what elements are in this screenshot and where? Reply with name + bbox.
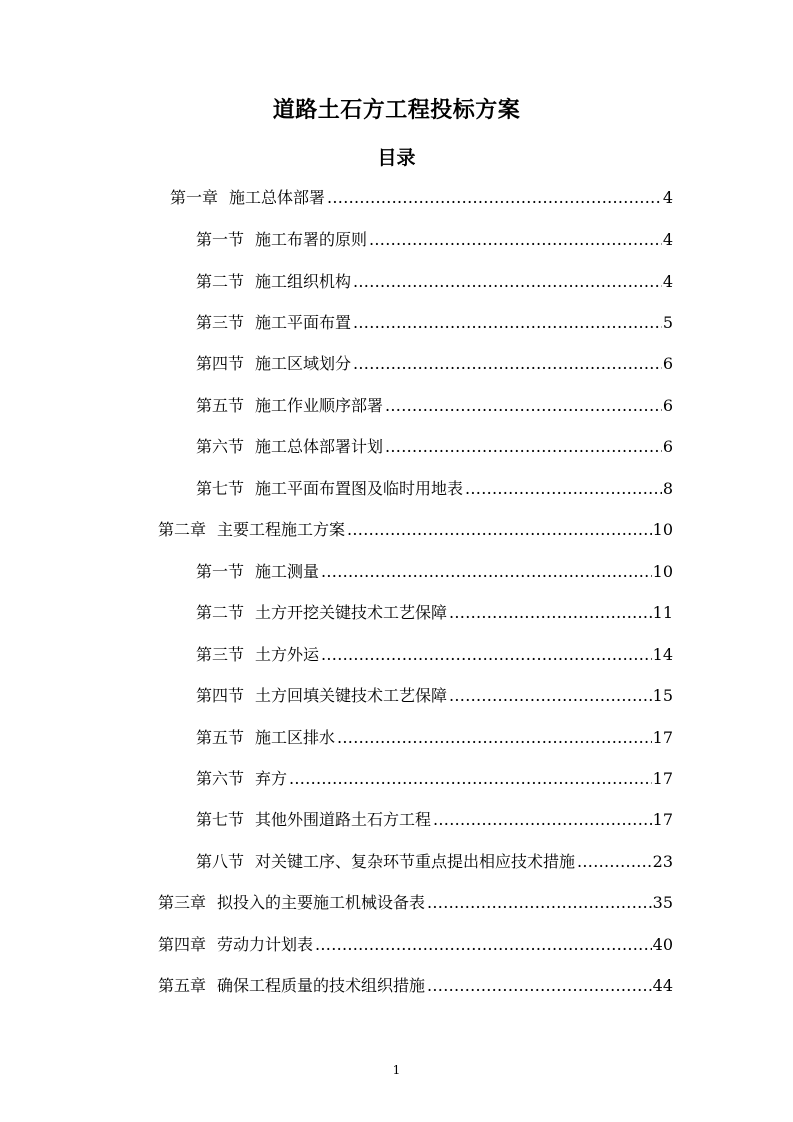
- toc-entry-section[interactable]: [196, 759, 673, 799]
- toc-entry-title: 弃方: [255, 769, 288, 788]
- toc-entry-page: 15: [652, 686, 673, 705]
- dot-leader: [353, 262, 662, 302]
- toc-entry-number: 第四节: [196, 686, 245, 705]
- toc-entry-title: 土方回填关键技术工艺保障: [255, 686, 448, 705]
- toc-entry-title: 确保工程质量的技术组织措施: [217, 976, 426, 995]
- toc-entry-page: 10: [652, 520, 673, 539]
- dot-leader: [427, 966, 652, 1006]
- toc-entry-number: 第七节: [196, 810, 245, 829]
- dot-leader: [465, 469, 662, 509]
- toc-entry-chapter-5[interactable]: [158, 966, 673, 1006]
- toc-entry-section[interactable]: [196, 800, 673, 840]
- toc-entry-title: 施工平面布置图及临时用地表: [255, 479, 464, 498]
- toc-entry-number: 第七节: [196, 479, 245, 498]
- toc-entry-page: 6: [662, 396, 673, 415]
- toc-entry-page: 4: [662, 230, 673, 249]
- toc-entry-section[interactable]: [196, 220, 673, 260]
- toc-entry-title: 施工平面布置: [255, 313, 352, 332]
- toc-entry-number: 第二节: [196, 603, 245, 622]
- toc-entry-number: 第五节: [196, 728, 245, 747]
- toc-entry-number: 第三节: [196, 313, 245, 332]
- toc-entry-section[interactable]: [196, 842, 673, 882]
- dot-leader: [449, 676, 652, 716]
- toc-entry-number: 第一节: [196, 230, 245, 249]
- page-number: 1: [392, 1063, 401, 1077]
- toc-entry-section[interactable]: [196, 344, 673, 384]
- toc-entry-number: 第二节: [196, 272, 245, 291]
- dot-leader: [315, 925, 652, 965]
- toc-entry-title: 对关键工序、复杂环节重点提出相应技术措施: [255, 852, 576, 871]
- toc-entry-number: 第四章: [158, 935, 207, 954]
- toc-entry-title: 拟投入的主要施工机械设备表: [217, 893, 426, 912]
- toc-heading: 目录: [377, 147, 416, 169]
- toc-entry-number: 第三章: [158, 893, 207, 912]
- toc-entry-title: 施工总体部署: [229, 188, 326, 207]
- toc-entry-chapter-4[interactable]: [158, 925, 673, 965]
- toc-entry-title: 施工作业顺序部署: [255, 396, 384, 415]
- dot-leader: [289, 759, 652, 799]
- toc-entry-number: 第八节: [196, 852, 245, 871]
- toc-entry-title: 其他外围道路土石方工程: [255, 810, 432, 829]
- dot-leader: [327, 178, 662, 218]
- toc-entry-section[interactable]: [196, 262, 673, 302]
- toc-entry-page: 11: [652, 603, 673, 622]
- toc-entry-page: 17: [652, 769, 673, 788]
- dot-leader: [353, 344, 662, 384]
- dot-leader: [321, 552, 652, 592]
- dot-leader: [353, 303, 662, 343]
- dot-leader: [433, 800, 652, 840]
- toc-entry-section[interactable]: [196, 469, 673, 509]
- toc-entry-section[interactable]: [196, 552, 673, 592]
- toc-entry-page: 35: [652, 893, 673, 912]
- toc-entry-page: 10: [652, 562, 673, 581]
- toc-entry-title: 土方外运: [255, 645, 320, 664]
- toc-entry-title: 土方开挖关键技术工艺保障: [255, 603, 448, 622]
- toc-entry-number: 第一章: [170, 188, 219, 207]
- toc-entry-page: 17: [652, 810, 673, 829]
- toc-entry-title: 施工测量: [255, 562, 320, 581]
- toc-entry-section[interactable]: [196, 676, 673, 716]
- toc-entry-chapter-2[interactable]: [158, 510, 673, 550]
- toc-entry-page: 6: [662, 437, 673, 456]
- toc-entry-title: 施工总体部署计划: [255, 437, 384, 456]
- toc-entry-page: 6: [662, 354, 673, 373]
- toc-entry-number: 第五节: [196, 396, 245, 415]
- toc-entry-page: 17: [652, 728, 673, 747]
- toc-entry-page: 23: [652, 852, 673, 871]
- dot-leader: [385, 386, 662, 426]
- toc-entry-section[interactable]: [196, 303, 673, 343]
- toc-entry-title: 施工区排水: [255, 728, 336, 747]
- dot-leader: [321, 635, 652, 675]
- toc-entry-section[interactable]: [196, 635, 673, 675]
- toc-entry-page: 4: [662, 188, 673, 207]
- toc-entry-title: 主要工程施工方案: [217, 520, 346, 539]
- dot-leader: [449, 593, 652, 633]
- toc-entry-page: 4: [662, 272, 673, 291]
- document-title: 道路土石方工程投标方案: [272, 98, 521, 123]
- dot-leader: [427, 883, 652, 923]
- toc-entry-section[interactable]: [196, 593, 673, 633]
- dot-leader: [577, 842, 652, 882]
- toc-entry-number: 第四节: [196, 354, 245, 373]
- dot-leader: [337, 718, 652, 758]
- dot-leader: [385, 427, 662, 467]
- toc-entry-title: 施工区域划分: [255, 354, 352, 373]
- toc-entry-section[interactable]: [196, 386, 673, 426]
- dot-leader: [347, 510, 652, 550]
- toc-entry-chapter-3[interactable]: [158, 883, 673, 923]
- toc-entry-chapter-1[interactable]: [170, 178, 673, 218]
- toc-entry-section[interactable]: [196, 718, 673, 758]
- toc-entry-title: 施工组织机构: [255, 272, 352, 291]
- toc-entry-number: 第二章: [158, 520, 207, 539]
- toc-entry-section[interactable]: [196, 427, 673, 467]
- toc-entry-number: 第一节: [196, 562, 245, 581]
- toc-entry-title: 施工布署的原则: [255, 230, 368, 249]
- toc-entry-page: 44: [652, 976, 673, 995]
- toc-entry-number: 第五章: [158, 976, 207, 995]
- toc-entry-number: 第六节: [196, 437, 245, 456]
- dot-leader: [369, 220, 662, 260]
- toc-entry-number: 第三节: [196, 645, 245, 664]
- toc-entry-page: 14: [652, 645, 673, 664]
- toc-entry-page: 8: [662, 479, 673, 498]
- toc-entry-title: 劳动力计划表: [217, 935, 314, 954]
- toc-entry-page: 5: [662, 313, 673, 332]
- toc-entry-page: 40: [652, 935, 673, 954]
- toc-entry-number: 第六节: [196, 769, 245, 788]
